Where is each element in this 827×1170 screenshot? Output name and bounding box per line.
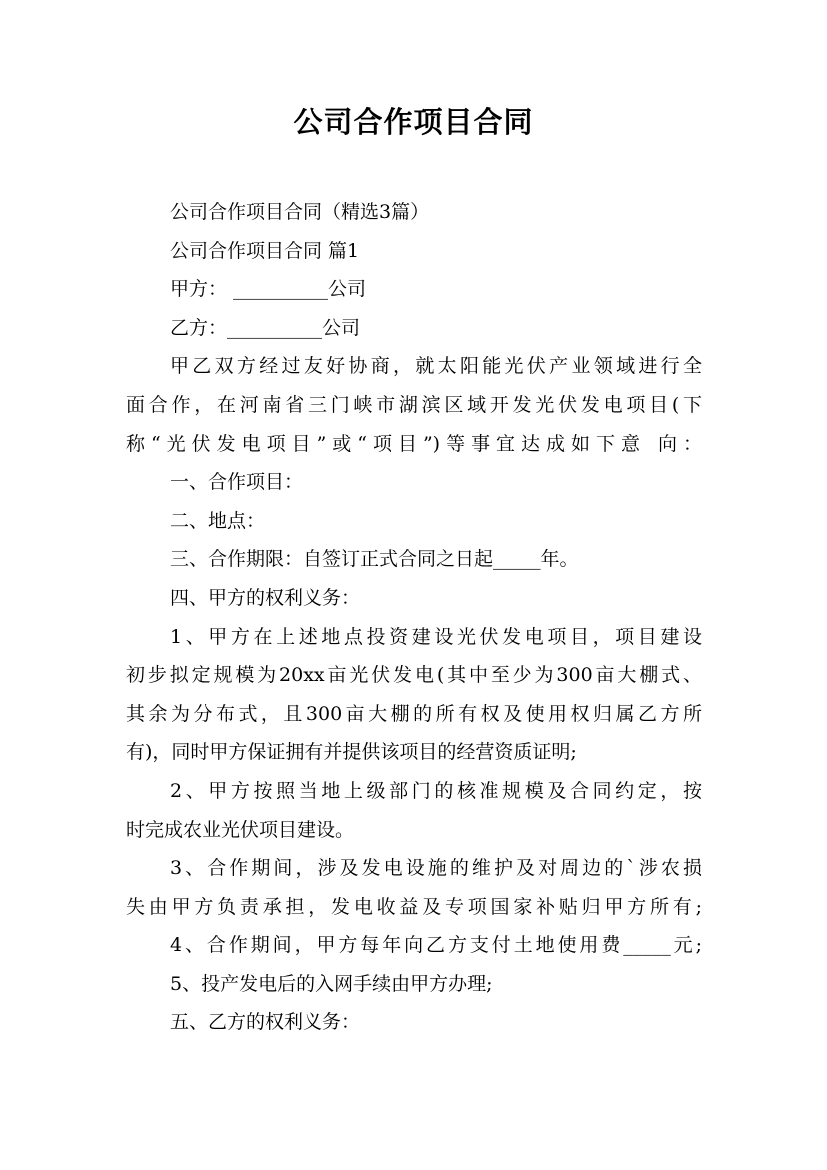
paragraph-line: 3、合作期间，涉及发电设施的维护及对周边的`涉农损 bbox=[170, 857, 702, 880]
document-title: 公司合作项目合同 bbox=[293, 105, 534, 139]
paragraph-line: 甲乙双方经过友好协商，就太阳能光伏产业领域进行全 bbox=[170, 355, 702, 378]
paragraph-line: 称“光伏发电项目”或“项目”)等事宜达成如下意 向： bbox=[126, 432, 702, 455]
paragraph-line: 2、甲方按照当地上级部门的核准规模及合同约定，按 bbox=[170, 779, 702, 802]
section-heading: 公司合作项目合同 篇1 bbox=[170, 239, 360, 262]
party-b-line: 乙方：__________公司 bbox=[170, 316, 361, 339]
paragraph-line: 面合作，在河南省三门峡市湖滨区域开发光伏发电项目(下 bbox=[126, 393, 702, 416]
paragraph-line: 5、投产发电后的入网手续由甲方办理; bbox=[170, 972, 493, 995]
paragraph-line: 失由甲方负责承担，发电收益及专项国家补贴归甲方所有; bbox=[126, 895, 702, 918]
clause-heading: 二、地点： bbox=[170, 509, 266, 532]
party-a-line: 甲方： __________公司 bbox=[170, 278, 367, 301]
paragraph-line: 其余为分布式，且300亩大棚的所有权及使用权归属乙方所 bbox=[126, 702, 702, 725]
paragraph-line: 初步拟定规模为20xx亩光伏发电(其中至少为300亩大棚式、 bbox=[126, 664, 702, 687]
paragraph-line: 时完成农业光伏项目建设。 bbox=[126, 818, 355, 841]
clause-heading: 四、甲方的权利义务： bbox=[170, 586, 361, 609]
clause-heading: 三、合作期限：自签订正式合同之日起_____年。 bbox=[170, 548, 579, 571]
paragraph-line: 1、甲方在上述地点投资建设光伏发电项目，项目建设 bbox=[170, 625, 702, 648]
subtitle-line: 公司合作项目合同（精选3篇） bbox=[170, 201, 430, 223]
document-body bbox=[126, 193, 702, 1042]
paragraph-line: 有)，同时甲方保证拥有并提供该项目的经营资质证明; bbox=[126, 741, 577, 764]
clause-heading: 一、合作项目： bbox=[170, 471, 304, 494]
clause-heading: 五、乙方的权利义务： bbox=[170, 1011, 361, 1034]
paragraph-line: 4、合作期间，甲方每年向乙方支付土地使用费_____元; bbox=[170, 934, 702, 957]
